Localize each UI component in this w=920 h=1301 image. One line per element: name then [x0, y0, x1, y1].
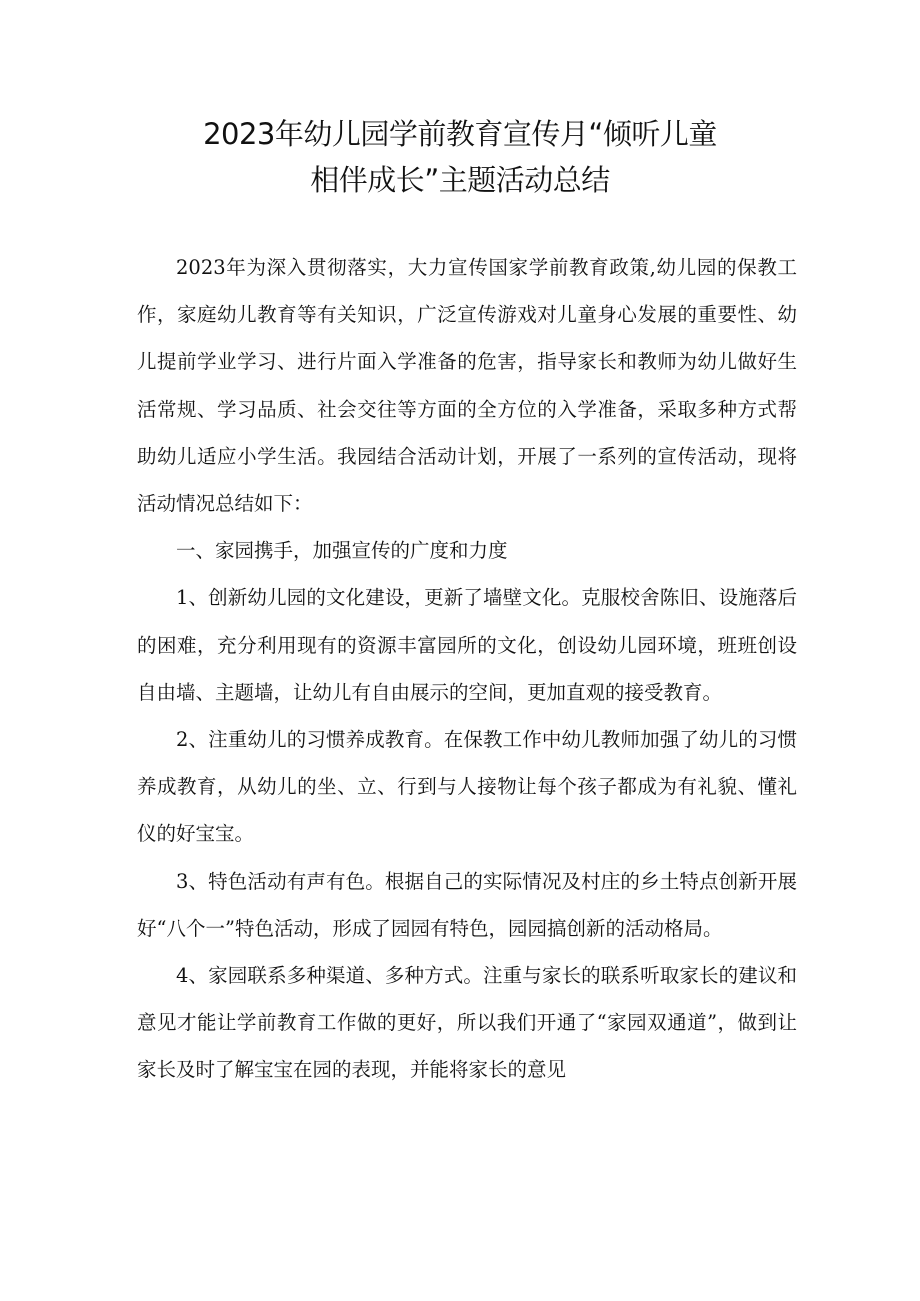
document-title-line-2: 相伴成长”主题活动总结 [310, 163, 610, 197]
document-title-line-1: 2023年幼儿园学前教育宣传月“倾听儿童 [203, 117, 717, 151]
document-body [137, 244, 797, 1094]
paragraph-item-2: 2、注重幼儿的习惯养成教育。在保教工作中幼儿教师加强了幼儿的习惯养成教育，从幼儿的坐、立、行到与人接物让每个孩子都成为有礼貌、懂礼仪的好宝宝。 [137, 728, 797, 846]
paragraph-item-3: 3、特色活动有声有色。根据自己的实际情况及村庄的乡土特点创新开展好“八个一”特色活动，形成了园园有特色，园园搞创新的活动格局。 [137, 869, 797, 940]
paragraph-intro: 2023年为深入贯彻落实，大力宣传国家学前教育政策,幼儿园的保教工作，家庭幼儿教育等有关知识，广泛宣传游戏对儿童身心发展的重要性、幼儿提前学业学习、进行片面入学准备的危害，指导家长和教师为幼儿做好生活常规、学习品质、社会交往等方面的全方位的入学准备，采取多种方式帮助幼儿适应小学生活。我园结合活动计划，开展了一系列的宣传活动，现将活动情况总结如下： [137, 256, 797, 516]
paragraph-item-4: 4、家园联系多种渠道、多种方式。注重与家长的联系听取家长的建议和意见才能让学前教育工作做的更好，所以我们开通了“家园双通道”，做到让家长及时了解宝宝在园的表现，并能将家长的意见 [137, 964, 797, 1082]
section-heading-1: 一、家园携手，加强宣传的广度和力度 [176, 539, 508, 563]
paragraph-item-1: 1、创新幼儿园的文化建设，更新了墙壁文化。克服校舍陈旧、设施落后的困难，充分利用现有的资源丰富园所的文化，创设幼儿园环境，班班创设自由墙、主题墙，让幼儿有自由展示的空间，更加直观的接受教育。 [137, 586, 797, 704]
